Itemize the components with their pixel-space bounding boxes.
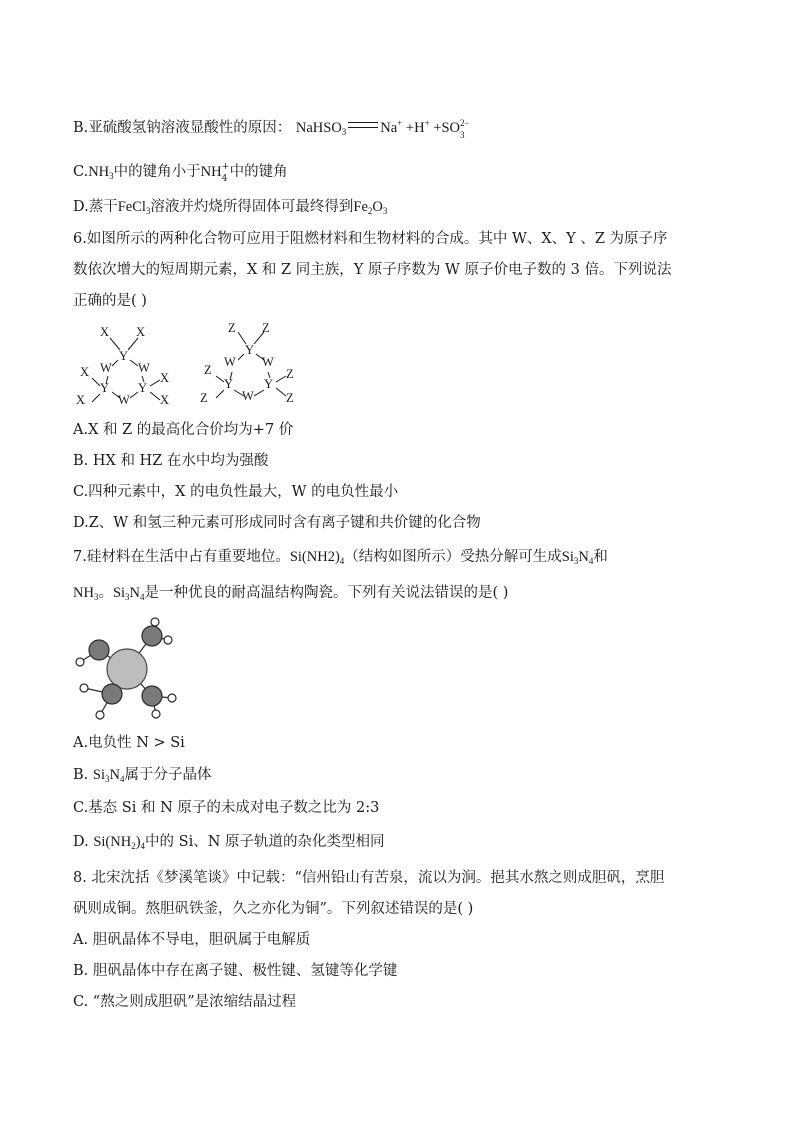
q6-option-c: C.四种元素中，X 的电负性最大，W 的电负性最小 xyxy=(73,484,399,500)
q5-option-d: D.蒸干FeCl$_3$溶液并灼烧所得固体可最终得到$Fe_2O_3$ xyxy=(73,199,388,216)
q8-option-c: C. “熬之则成胆矾”是浓缩结晶过程 xyxy=(73,994,297,1010)
atom-label: W xyxy=(100,361,112,375)
atom-label: W xyxy=(138,361,150,375)
equals-sign xyxy=(348,122,378,128)
atom-label: W xyxy=(262,355,274,369)
atom-label: X xyxy=(100,325,110,339)
q7-option-b: B. $Si_3N_4$属于分子晶体 xyxy=(73,767,212,784)
atom-label: Y xyxy=(119,349,129,363)
q7-stem-line-2: $NH_3$。$Si_3N_4$是一种优良的耐高温结构陶瓷。下列有关说法错误的是( ) xyxy=(73,585,509,602)
atom-label: Z xyxy=(286,367,294,381)
atom-label: W xyxy=(224,355,236,369)
atom-label: Y xyxy=(245,343,255,357)
q6-stem-line-2: 数依次增大的短周期元素，X 和 Z 同主族，Y 原子序数为 W 原子价电子数的 3 倍。下列说法 xyxy=(73,262,672,278)
atom-label: Z xyxy=(200,391,208,405)
q7-option-c: C.基态 Si 和 N 原子的未成对电子数之比为 2:3 xyxy=(73,800,380,816)
q6-stem-line-1: 6.如图所示的两种化合物可应用于阻燃材料和生物材料的合成。其中 W、X、Y 、Z 为原子序 xyxy=(73,231,668,247)
atom-label: Z xyxy=(228,321,236,335)
atom-label: X xyxy=(76,393,86,407)
q5-option-b-equation: NaHSO$_3$ Na+ +H+ +SO 2− 3 xyxy=(295,118,470,140)
atom-label: X xyxy=(160,393,170,407)
atom-label: Y xyxy=(100,381,110,395)
atom-label: Y xyxy=(264,377,274,391)
q8-stem-line-1: 8. 北宋沈括《梦溪笔谈》中记载：“信州铅山有苦泉，流以为涧。挹其水熬之则成胆矾，烹胆 xyxy=(73,870,665,886)
atom-label: X xyxy=(136,325,146,339)
q5-option-b: B.亚硫酸氢钠溶液显酸性的原因： NaHSO$_3$ Na+ +H+ +SO 2− 3 xyxy=(73,112,472,143)
atom-label: Z xyxy=(262,321,270,335)
q8-stem-line-2: 矾则成铜。熬胆矾铁釜，久之亦化为铜”。下列叙述错误的是( ) xyxy=(73,901,474,917)
q6-option-b: B. HX 和 HZ 在水中均为强酸 xyxy=(73,453,269,469)
atom-label: Z xyxy=(286,391,294,405)
q6-option-d: D.Z、W 和氢三种元素可形成同时含有离子键和共价键的化合物 xyxy=(73,515,481,531)
atom-label: W xyxy=(242,389,254,403)
q6-stem-line-3: 正确的是( ) xyxy=(73,293,147,309)
atom-label: X xyxy=(80,365,90,379)
q5-option-c: $C.NH_3$中的键角小于NH + 4 中的键角 xyxy=(73,162,288,184)
q6-option-a: A.X 和 Z 的最高化合价均为+7 价 xyxy=(73,422,294,438)
q8-option-b: B. 胆矾晶体中存在离子键、极性键、氢键等化学键 xyxy=(73,963,398,979)
q7-option-d: D. $Si(NH_2)_4$中的 Si、N 原子轨道的杂化类型相同 xyxy=(73,834,385,851)
atom-label: X xyxy=(160,371,170,385)
q7-stem-line-1: 7.硅材料在生活中占有重要地位。$Si(NH2)_4$（结构如图所示）受热分解可生成$Si_3N_4$和 xyxy=(73,549,608,566)
atom-label: W xyxy=(118,393,130,407)
atom-label: Y xyxy=(138,381,148,395)
atom-label: Y xyxy=(224,377,234,391)
q7-option-a: A.电负性 N > Si xyxy=(73,735,185,751)
q6-structure-figure xyxy=(70,318,310,410)
q7-ball-and-stick-model xyxy=(70,614,190,726)
atom-label: Z xyxy=(204,363,212,377)
q8-option-a: A. 胆矾晶体不导电，胆矾属于电解质 xyxy=(73,932,311,948)
silicon-atom xyxy=(107,649,147,689)
